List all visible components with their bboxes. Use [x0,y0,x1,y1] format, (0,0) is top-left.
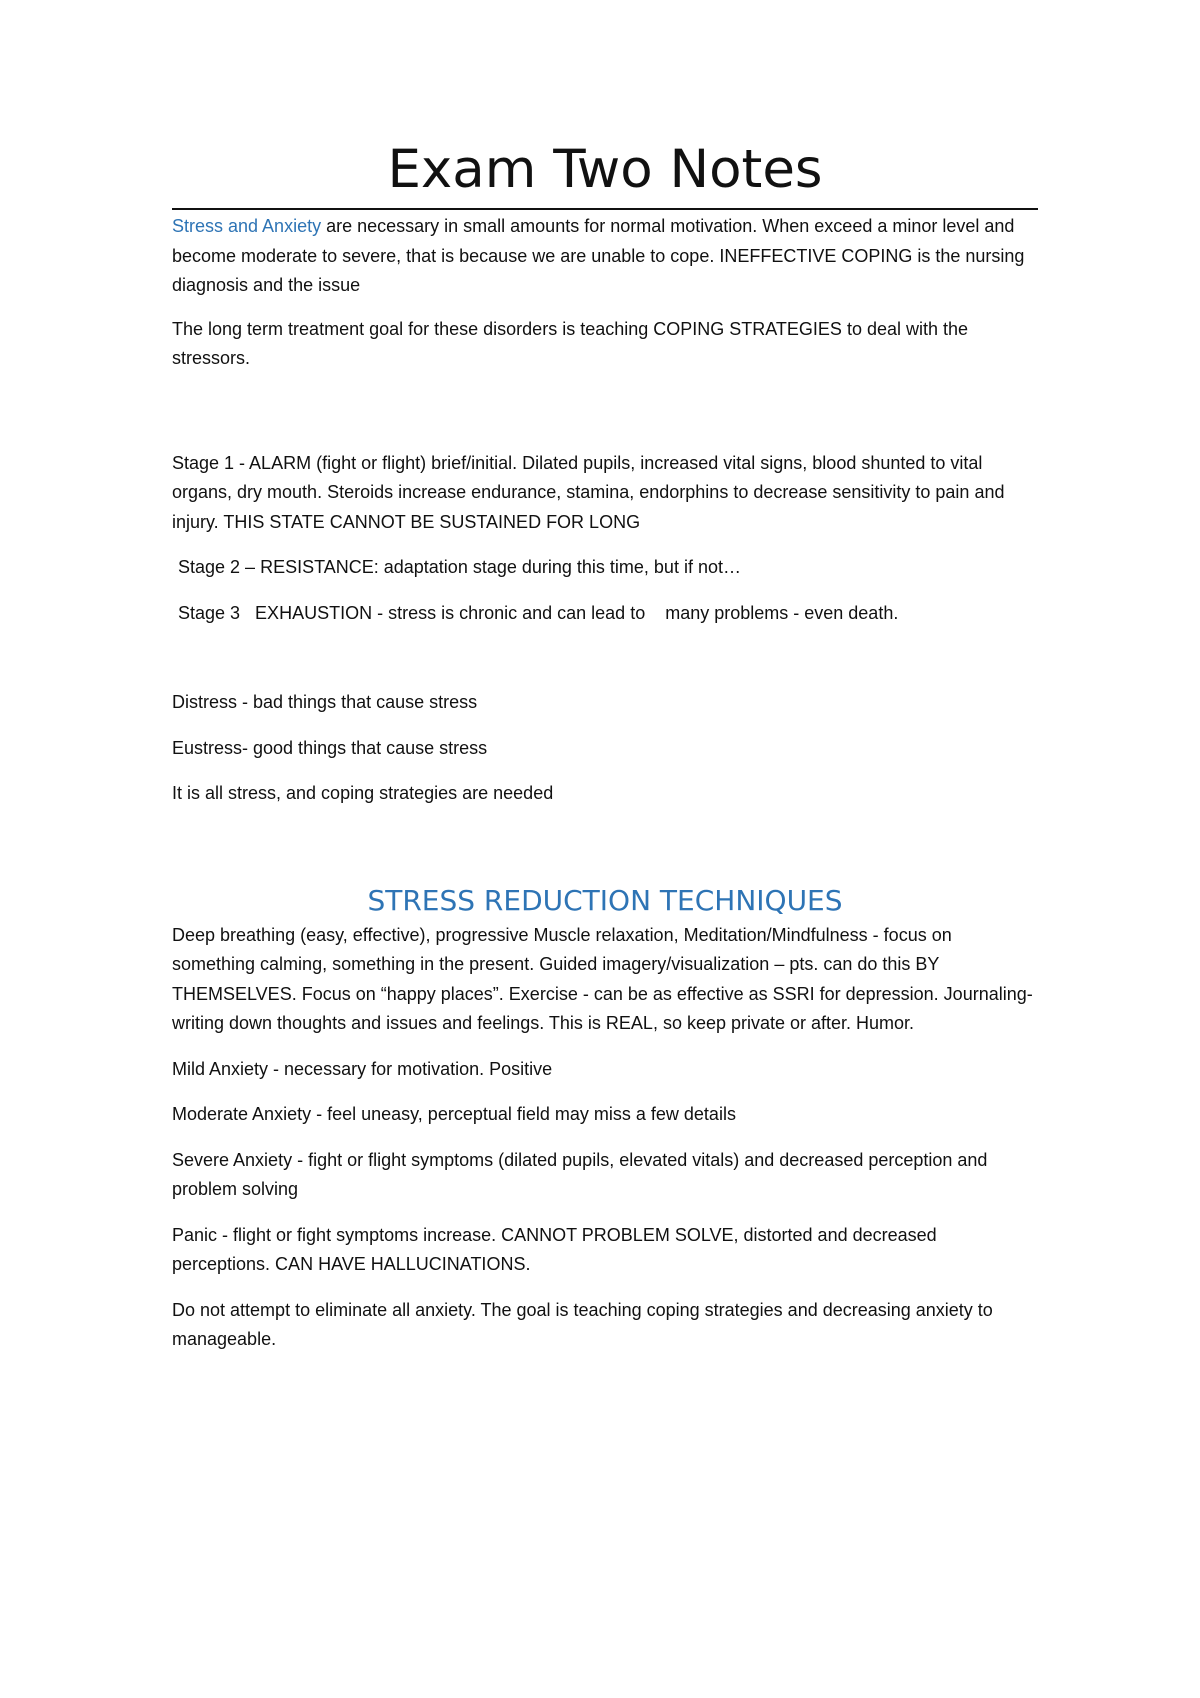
treatment-goal-paragraph: The long term treatment goal for these disorders is teaching COPING STRATEGIES to deal with the stressors. [172,318,969,368]
all-stress-paragraph: It is all stress, and coping strategies are needed [172,783,554,803]
severe-anxiety-paragraph: Severe Anxiety - fight or flight symptoms (dilated pupils, elevated vitals) and decreased perception and problem solving [172,1149,988,1199]
document-title: Exam Two Notes [172,138,1038,210]
intro-highlight: Stress and Anxiety [172,216,322,236]
stage-2-paragraph: Stage 2 – RESISTANCE: adaptation stage during this time, but if not… [178,557,741,577]
mild-anxiety-paragraph: Mild Anxiety - necessary for motivation. Positive [172,1058,553,1079]
stage-1-paragraph: Stage 1 - ALARM (fight or flight) brief/initial. Dilated pupils, increased vital signs, blood shunted to vital organs, dry mouth. Steroids increase endurance, stamina, endorphins to decrease sensitivity to pain and injury. THIS STATE CANNOT BE SUSTAINED FOR LONG [172,452,1005,532]
distress-paragraph: Distress - bad things that cause stress [172,692,478,712]
intro-text: are necessary in small amounts for normal motivation. When exceed a minor level and become moderate to severe, that is because we are unable to cope. INEFFECTIVE COPING is the nursing diagnosis and the issue [172,216,1025,295]
intro-paragraph [172,212,1038,301]
anxiety-goal-paragraph: Do not attempt to eliminate all anxiety. The goal is teaching coping strategies and decreasing anxiety to manageable. [172,1299,993,1349]
moderate-anxiety-paragraph: Moderate Anxiety - feel uneasy, perceptual field may miss a few details [172,1104,736,1124]
section-heading: STRESS REDUCTION TECHNIQUES [367,883,843,917]
stage-3-paragraph: Stage 3 EXHAUSTION - stress is chronic and can lead to many problems - even death. [178,602,899,623]
eustress-paragraph: Eustress- good things that cause stress [172,737,488,758]
document-body [172,138,1038,1355]
panic-paragraph: Panic - flight or fight symptoms increase. CANNOT PROBLEM SOLVE, distorted and decreased perceptions. CAN HAVE HALLUCINATIONS. [172,1224,937,1274]
techniques-paragraph: Deep breathing (easy, effective), progressive Muscle relaxation, Meditation/Mindfulness - focus on something calming, something in the present. Guided imagery/visualization – pts. can do this BY THEMSELVES. Focus on “happy places”. Exercise - can be as effective as SSRI for depression. Journaling- writing down thoughts and issues and feelings. This is REAL, so keep private or after. Humor. [172,924,1033,1033]
